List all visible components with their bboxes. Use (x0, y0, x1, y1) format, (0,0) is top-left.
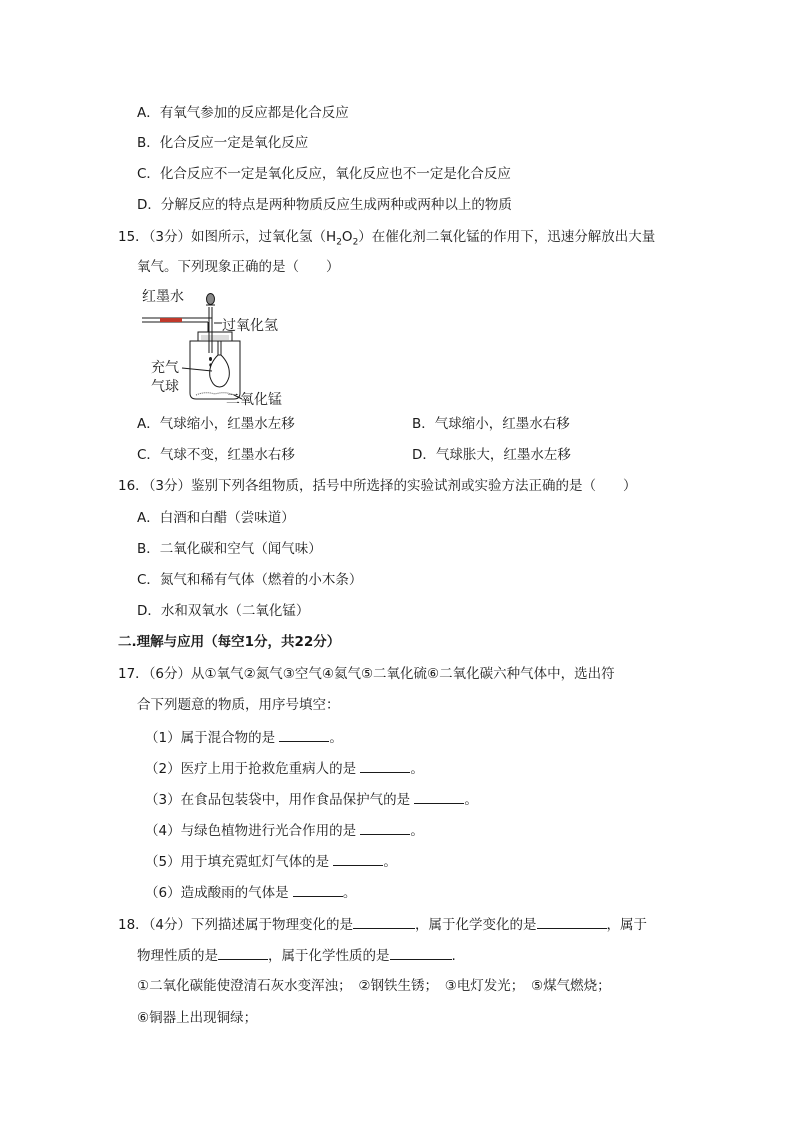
answer-blank[interactable] (360, 758, 410, 773)
q16-option-c: C．氮气和稀有气体（燃着的小木条） (137, 572, 363, 588)
answer-blank[interactable] (293, 882, 343, 897)
q18-items-line1: ①二氧化碳能使澄清石灰水变浑浊； ②钢铁生锈； ③电灯发光； ⑤煤气燃烧； (137, 978, 611, 994)
label-balloon-2: 气球 (151, 379, 179, 395)
balloon (210, 355, 230, 387)
answer-blank[interactable] (390, 945, 452, 960)
q17-item-6: （6）造成酸雨的气体是 。 (145, 882, 356, 903)
answer-blank[interactable] (333, 851, 383, 866)
label-manganese-dioxide: 二氧化锰 (226, 392, 282, 408)
q15-stem-line2: 氧气。下列现象正确的是（ ） (137, 259, 340, 275)
section-heading: 二.理解与应用（每空1分，共22分） (118, 634, 341, 650)
answer-blank[interactable] (537, 914, 607, 929)
q15-option-c: C．气球不变，红墨水右移 (137, 447, 295, 463)
red-ink-drop (160, 318, 182, 322)
answer-blank[interactable] (414, 789, 464, 804)
q16-option-a: A．白酒和白醋（尝味道） (137, 510, 295, 526)
q14-option-b: B．化合反应一定是氧化反应 (137, 135, 309, 151)
answer-blank[interactable] (360, 820, 410, 835)
answer-blank[interactable] (353, 914, 415, 929)
answer-blank[interactable] (279, 727, 329, 742)
answer-blank[interactable] (218, 945, 268, 960)
q14-option-c: C．化合反应不一定是氧化反应，氧化反应也不一定是化合反应 (137, 166, 511, 182)
q15-option-a: A．气球缩小，红墨水左移 (137, 416, 295, 432)
q17-stem-line1: 17．（6分）从①氧气②氮气③空气④氦气⑤二氧化硫⑥二氧化碳六种气体中，选出符 (118, 666, 615, 682)
q15-figure (130, 285, 300, 410)
q17-item-4: （4）与绿色植物进行光合作用的是 。 (145, 820, 424, 841)
q16-option-b: B．二氧化碳和空气（闻气味） (137, 541, 322, 557)
q16-stem: 16．（3分）鉴别下列各组物质，括号中所选择的实验试剂或实验方法正确的是（ ） (118, 478, 637, 494)
q14-option-a: A．有氧气参加的反应都是化合反应 (137, 105, 349, 121)
q18-stem-line1: 18．（4分）下列描述属于物理变化的是 ，属于化学变化的是 ，属于 (118, 914, 647, 935)
q17-item-2: （2）医疗上用于抢救危重病人的是 。 (145, 758, 424, 779)
q15-option-b: B．气球缩小，红墨水右移 (412, 416, 570, 432)
label-balloon-1: 充气 (151, 360, 179, 376)
q17-item-1: （1）属于混合物的是 。 (145, 727, 343, 748)
q14-option-d: D．分解反应的特点是两种物质反应生成两种或两种以上的物质 (137, 197, 512, 213)
q17-item-5: （5）用于填充霓虹灯气体的是 。 (145, 851, 397, 872)
label-red-ink: 红墨水 (142, 289, 184, 305)
q17-item-3: （3）在食品包装袋中，用作食品保护气的是 。 (145, 789, 478, 810)
q17-stem-line2: 合下列题意的物质，用序号填空： (137, 697, 340, 713)
q15-option-d: D．气球胀大，红墨水左移 (412, 447, 571, 463)
q16-option-d: D．水和双氧水（二氧化锰） (137, 603, 310, 619)
q15-stem-line1: 15．（3分）如图所示，过氧化氢$(H_2O_2)$在催化剂二氧化锰的作用下，迅速分解放出大量 (118, 229, 656, 248)
q18-items-line2: ⑥铜器上出现铜绿； (137, 1010, 258, 1026)
q18-stem-line2: 物理性质的是 ，属于化学性质的是 . (137, 945, 456, 966)
label-hydrogen-peroxide: 过氧化氢 (222, 318, 278, 334)
